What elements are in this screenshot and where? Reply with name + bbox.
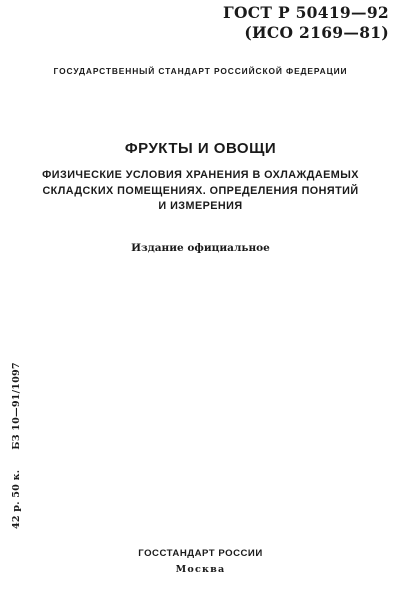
- document-subtitle: [18, 168, 383, 215]
- document-title: ФРУКТЫ И ОВОЩИ: [124, 140, 277, 157]
- iso-number: (ИСО 2169—81): [244, 23, 389, 42]
- standard-header: ГОСУДАРСТВЕННЫЙ СТАНДАРТ РОССИЙСКОЙ ФЕДЕРАЦИИ: [53, 66, 348, 76]
- publisher: ГОССТАНДАРТ РОССИИ: [138, 548, 263, 559]
- publication-city: Москва: [175, 564, 226, 575]
- edition-note: Издание официальное: [131, 242, 270, 254]
- gost-number: ГОСТ Р 50419—92: [222, 3, 389, 22]
- subtitle-line: СКЛАДСКИХ ПОМЕЩЕНИЯХ. ОПРЕДЕЛЕНИЯ ПОНЯТИЙ: [42, 184, 359, 197]
- price-label: 42 р. 50 к.: [11, 469, 22, 529]
- bz-code: БЗ 10—91/1097: [11, 362, 22, 450]
- subtitle-line: ФИЗИЧЕСКИЕ УСЛОВИЯ ХРАНЕНИЯ В ОХЛАЖДАЕМЫХ: [42, 169, 359, 181]
- side-imprint: [11, 362, 22, 529]
- subtitle-line: И ИЗМЕРЕНИЯ: [158, 200, 243, 212]
